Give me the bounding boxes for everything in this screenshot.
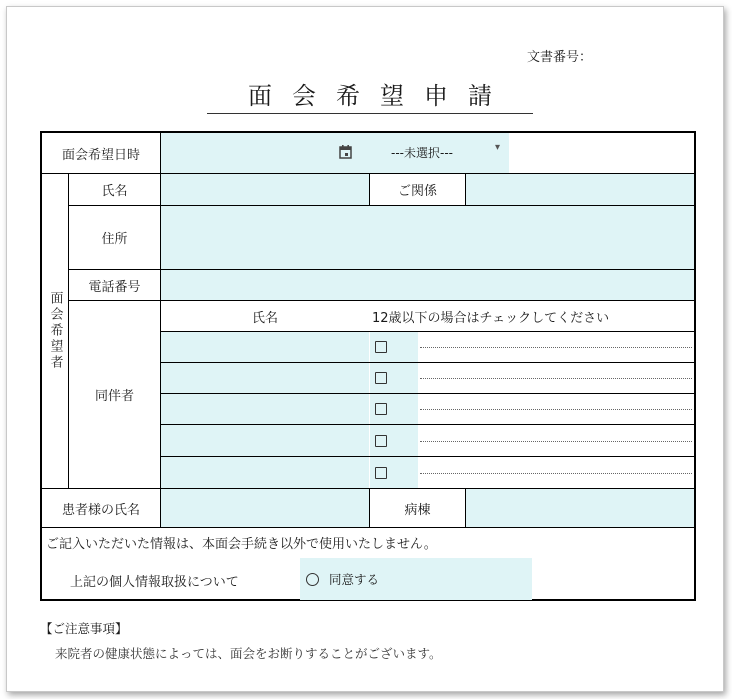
child-checkbox[interactable] bbox=[375, 435, 387, 447]
child-checkbox[interactable] bbox=[375, 372, 387, 384]
application-form bbox=[40, 131, 696, 601]
address-input[interactable] bbox=[161, 206, 694, 269]
date-label: 面会希望日時 bbox=[61, 147, 140, 163]
date-select[interactable] bbox=[161, 133, 509, 173]
child-checkbox[interactable] bbox=[375, 467, 387, 479]
agree-label: 同意する bbox=[329, 572, 380, 587]
companion-name-input[interactable] bbox=[161, 363, 369, 393]
child-checkbox[interactable] bbox=[375, 341, 387, 353]
notes-body: 来院者の健康状態によっては、面会をお断りすることがございます。 bbox=[55, 646, 442, 661]
privacy-notice: ご記入いただいた情報は、本面会手続き以外で使用いたしません。 bbox=[46, 537, 437, 552]
privacy-question: 上記の個人情報取扱について bbox=[70, 575, 239, 590]
doc-number-label: 文書番号： bbox=[527, 50, 593, 65]
companions-label: 同伴者 bbox=[94, 389, 134, 404]
address-label: 住所 bbox=[101, 232, 128, 247]
applicant-group-label: 面会希望者 bbox=[47, 291, 63, 371]
child-checkbox[interactable] bbox=[375, 403, 387, 415]
companion-child-header: 12歳以下の場合はチェックしてください bbox=[372, 310, 610, 326]
caret-down-icon: ▾ bbox=[495, 142, 501, 153]
companion-name-input[interactable] bbox=[161, 425, 369, 456]
ward-label: 病棟 bbox=[404, 502, 431, 518]
patient-name-input[interactable] bbox=[161, 489, 369, 527]
agree-radio-option[interactable] bbox=[300, 558, 532, 600]
relation-input[interactable] bbox=[466, 174, 694, 205]
date-select-value: ---未選択--- bbox=[391, 146, 453, 160]
companion-name-header: 氏名 bbox=[251, 310, 278, 326]
companion-name-input[interactable] bbox=[161, 394, 369, 424]
calendar-icon bbox=[339, 145, 352, 159]
agree-radio[interactable] bbox=[306, 573, 319, 586]
companion-name-input[interactable] bbox=[161, 457, 369, 488]
relation-label: ご関係 bbox=[397, 184, 437, 199]
phone-input[interactable] bbox=[161, 270, 694, 300]
page-title: 面会希望申請 bbox=[207, 79, 533, 114]
ward-input[interactable] bbox=[466, 489, 694, 527]
notes-title: 【ご注意事項】 bbox=[40, 621, 128, 636]
companion-name-input[interactable] bbox=[161, 332, 369, 362]
name-input[interactable] bbox=[161, 174, 369, 205]
phone-label: 電話番号 bbox=[88, 279, 141, 295]
name-label: 氏名 bbox=[101, 184, 128, 199]
patient-name-label: 患者様の氏名 bbox=[61, 502, 140, 518]
document-page bbox=[6, 6, 724, 692]
